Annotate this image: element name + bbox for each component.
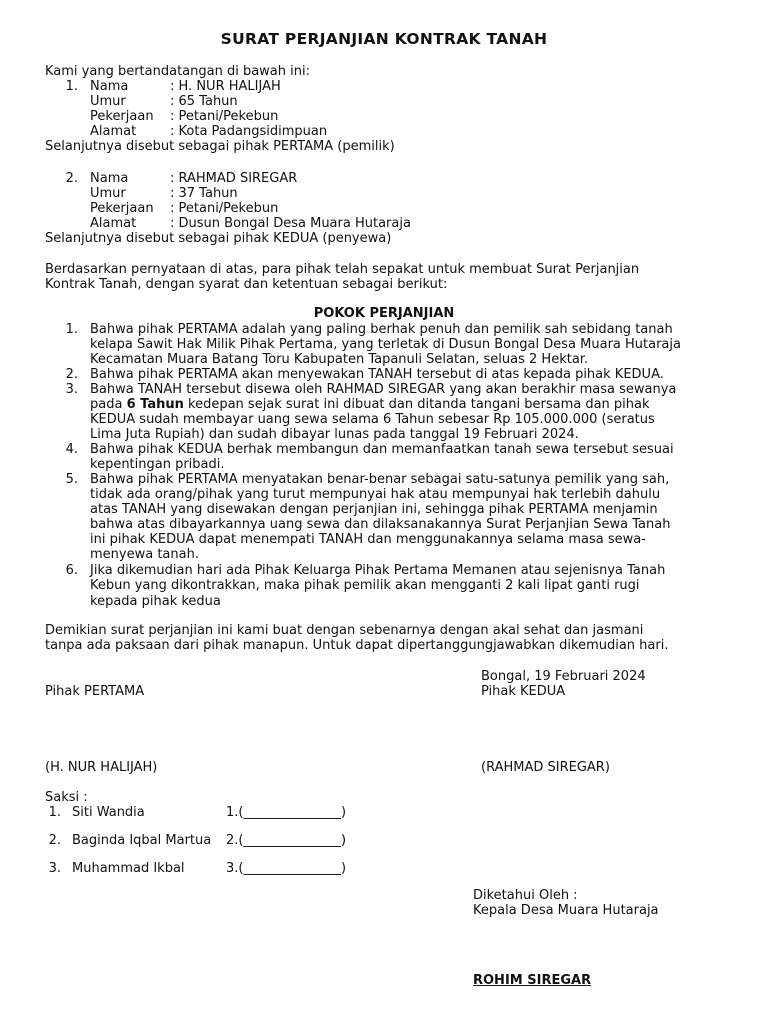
clause-text: kedepan sejak surat ini dibuat dan ditanda tangani bersama dan pihak (183, 397, 650, 412)
party-field-value: : Petani/Pekebun (170, 201, 279, 216)
party-role: Selanjutnya disebut sebagai pihak KEDUA (penyewa) (45, 231, 392, 246)
first-party-signature-name: (H. NUR HALIJAH) (45, 760, 158, 775)
clause-line: Bahwa pihak KEDUA berhak membangun dan memanfaatkan tanah sewa tersebut sesuai (90, 442, 674, 457)
party-field-value: : 65 Tahun (170, 94, 238, 109)
clause-line: tidak ada orang/pihak yang turut mempunyai hak atau mempunyai hak terlebih dahulu (90, 487, 661, 502)
document-title: SURAT PERJANJIAN KONTRAK TANAH (220, 30, 548, 48)
village-head-title: Kepala Desa Muara Hutaraja (473, 903, 659, 918)
second-party-signature-name: (RAHMAD SIREGAR) (481, 760, 610, 775)
first-party-label: Pihak PERTAMA (45, 684, 145, 699)
clause-number: 1. (65, 322, 78, 337)
party-field-value: : Kota Padangsidimpuan (170, 124, 328, 139)
clause-line: Bahwa TANAH tersebut disewa oleh RAHMAD SIREGAR yang akan berakhir masa sewanya (90, 382, 677, 397)
clause-line: Kecamatan Muara Batang Toru Kabupaten Tapanuli Selatan, seluas 2 Hektar. (90, 352, 589, 367)
clause-line: Jika dikemudian hari ada Pihak Keluarga Pihak Pertama Memanen atau sejenisnya Tanah (90, 563, 666, 578)
closing-line: Demikian surat perjanjian ini kami buat dengan sebenarnya dengan akal sehat dan jasmani (45, 623, 644, 638)
party-number: 1. (65, 79, 78, 94)
party-field-value: : Petani/Pekebun (170, 109, 279, 124)
witness-number: 2. (48, 833, 61, 848)
party-field-label: Umur (90, 94, 126, 109)
clause-line: Lima Juta Rupiah) dan sudah dibayar lunas pada tanggal 19 Februari 2024. (90, 427, 579, 442)
clause-number: 3. (65, 382, 78, 397)
clause-line: Bahwa pihak PERTAMA adalah yang paling berhak penuh dan pemilik sah sebidang tanah (90, 322, 673, 337)
party-field-label: Nama (90, 171, 129, 186)
clause-number: 4. (65, 442, 78, 457)
clause-line: bahwa atas dibayarkannya uang sewa dan dilaksanakannya Surat Perjanjian Sewa Tanah (90, 517, 671, 532)
party-field-value: : H. NUR HALIJAH (170, 79, 281, 94)
clause-duration-bold: 6 Tahun (126, 397, 184, 412)
witness-number: 3. (48, 861, 61, 876)
party-field-label: Alamat (90, 216, 137, 231)
clause-line: menyewa tanah. (90, 547, 199, 562)
party-field-label: Umur (90, 186, 126, 201)
witness-name: Muhammad Ikbal (72, 861, 185, 876)
clause-line: atas TANAH yang disewakan dengan perjanjian ini, sehingga pihak PERTAMA menjamin (90, 502, 658, 517)
village-head-name: ROHIM SIREGAR (473, 973, 592, 988)
agreement-intro-line: Berdasarkan pernyataan di atas, para pihak telah sepakat untuk membuat Surat Perjanjian (45, 262, 640, 277)
clause-line: kepada pihak kedua (90, 594, 221, 609)
acknowledged-by-label: Diketahui Oleh : (473, 888, 578, 903)
clause-line: KEDUA sudah membayar uang sewa selama 6 Tahun sebesar Rp 105.000.000 (seratus (90, 412, 655, 427)
witness-number: 1. (48, 805, 61, 820)
clause-line: kepentingan pribadi. (90, 457, 225, 472)
closing-line: tanpa ada paksaan dari pihak manapun. Untuk dapat dipertanggungjawabkan dikemudian hari. (45, 638, 669, 653)
witness-signature-line: 2.(_______________) (226, 833, 347, 848)
witness-name: Siti Wandia (72, 805, 145, 820)
party-field-label: Pekerjaan (90, 201, 154, 216)
party-field-value: : Dusun Bongal Desa Muara Hutaraja (170, 216, 411, 231)
party-field-value: : RAHMAD SIREGAR (170, 171, 298, 186)
clause-number: 2. (65, 367, 78, 382)
clause-line: ini pihak KEDUA dapat menempati TANAH dan menggunakannya selama masa sewa- (90, 532, 646, 547)
clause-number: 6. (65, 563, 78, 578)
section-title: POKOK PERJANJIAN (313, 306, 455, 321)
clause-line: Kebun yang dikontrakkan, maka pihak pemilik akan mengganti 2 kali lipat ganti rugi (90, 578, 640, 593)
intro-text: Kami yang bertandatangan di bawah ini: (45, 64, 310, 79)
second-party-label: Pihak KEDUA (481, 684, 566, 699)
witness-signature-line: 3.(_______________) (226, 861, 347, 876)
place-date: Bongal, 19 Februari 2024 (481, 669, 646, 684)
witness-heading: Saksi : (45, 790, 88, 805)
clause-line-mixed (90, 397, 650, 412)
agreement-intro-line: Kontrak Tanah, dengan syarat dan ketentuan sebagai berikut: (45, 277, 448, 292)
witness-name: Baginda Iqbal Martua (72, 833, 212, 848)
party-field-label: Nama (90, 79, 129, 94)
clause-line: Bahwa pihak PERTAMA akan menyewakan TANAH tersebut di atas kepada pihak KEDUA. (90, 367, 664, 382)
party-field-value: : 37 Tahun (170, 186, 238, 201)
witness-signature-line: 1.(_______________) (226, 805, 347, 820)
party-number: 2. (65, 171, 78, 186)
clause-line: Bahwa pihak PERTAMA menyatakan benar-benar sebagai satu-satunya pemilik yang sah, (90, 472, 670, 487)
clause-line: kelapa Sawit Hak Milik Pihak Pertama, yang terletak di Dusun Bongal Desa Muara Hutaraja (90, 337, 681, 352)
party-field-label: Pekerjaan (90, 109, 154, 124)
party-field-label: Alamat (90, 124, 137, 139)
clause-text: pada (90, 397, 127, 412)
party-role: Selanjutnya disebut sebagai pihak PERTAMA (pemilik) (45, 139, 395, 154)
clause-number: 5. (65, 472, 78, 487)
